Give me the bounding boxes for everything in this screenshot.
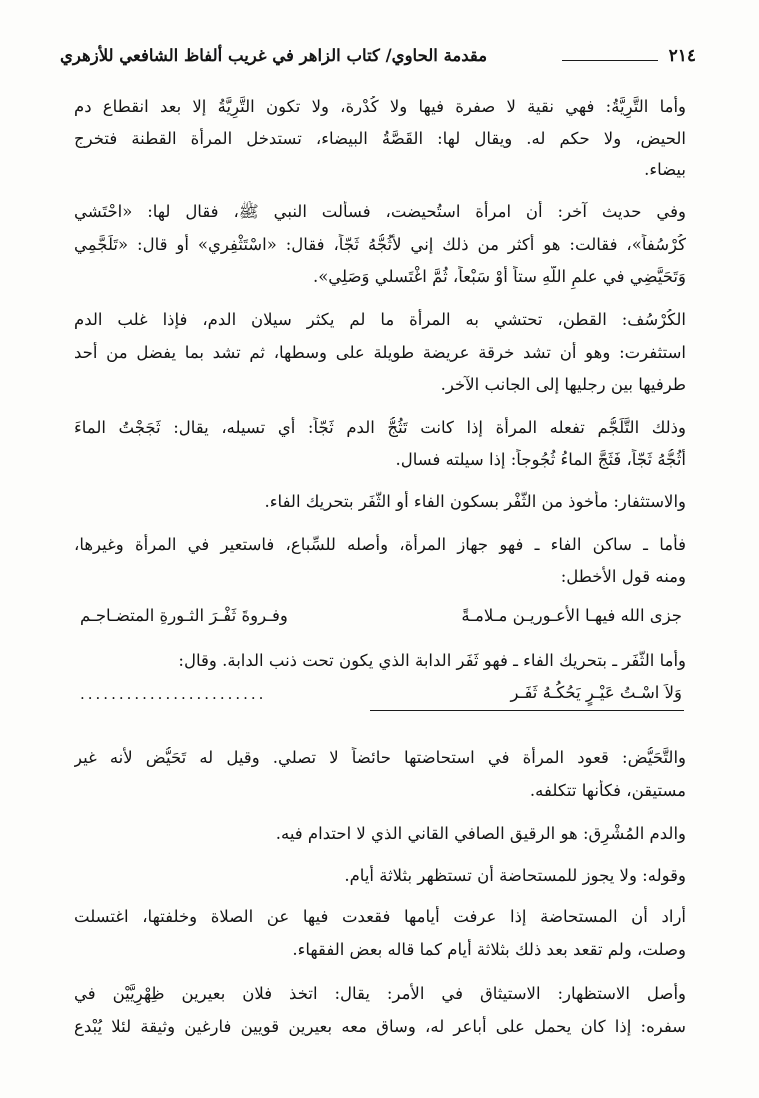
text-line: مستيقن، فكأنها تتكلفه. — [529, 781, 686, 800]
text-line: وقوله: ولا يجوز للمستحاضة أن تستظهر بثلاثة أيام. — [344, 866, 686, 885]
header-title: مقدمة الحاوي/ كتاب الزاهر في غريب ألفاظ الشافعي للأزهري — [60, 46, 488, 65]
poetry-verse-incomplete — [80, 683, 682, 709]
elided-hemistich-dots: ........................ — [80, 685, 267, 703]
text-line: أراد أن المستحاضة إذا عرفت أيامها فقعدت فيها عن الصلاة وخلفتها، اغتسلت — [74, 907, 686, 926]
text-line: وفي حديث آخر: أن امرأة استُحيضت، فسألت النبي ﷺ، فقال لها: «احْتَشي — [74, 202, 686, 221]
text-line: استثفرت: وهو أن تشد خرقة عريضة طويلة على وسطها، ثم تشد بما يفضل من أحد — [74, 343, 686, 362]
text-line: والتَّحَيُّض: قعود المرأة في استحاضتها حائضاً لا تصلي. وقيل له تَحَيُّض لأنه غير — [74, 748, 686, 767]
verse-hemistich: وَلاَ اسْـتُ عَيْـرٍ يَحُكُـهُ ثَفَـر — [510, 683, 682, 702]
text-line: كُرْسُفاً»، فقالت: هو أكثر من ذلك إني لأَثُجُّهُ ثَجّاً، فقال: «اسْتَثْفِري» أو قال: «تَلَجَّمِي — [74, 235, 686, 254]
verse-second-hemistich: وفـروةَ ثَفْـرَ الثـورةِ المتضـاجـم — [80, 606, 288, 625]
text-line: سفره: إذا كان يحمل على أباعر له، وساق معه بعيرين قويين فارغين وثيقة لئلا يُبْدع — [74, 1017, 686, 1036]
text-line: وصلت، ولم تقعد بعد ذلك بثلاثة أيام كما قاله بعض الفقهاء. — [292, 940, 686, 959]
text-line: طرفيها بين رجليها إلى الجانب الآخر. — [440, 375, 686, 394]
verse-underline — [370, 710, 684, 711]
text-line: وأما الثَّفَر ـ بتحريك الفاء ـ فهو ثَفَر الدابة الذي يكون تحت ذنب الدابة. وقال: — [178, 651, 686, 670]
text-line: ومنه قول الأخطل: — [560, 567, 686, 586]
text-line: الحيض، ولا حكم له. ويقال لها: القَصَّةُ البيضاء، تستدخل المرأة القطنة فتخرج — [74, 129, 686, 148]
text-line: أَثُجُّهُ ثَجّاً، فَثَجَّ الماءُ ثُجُوجاً: إذا سيلته فسال. — [395, 450, 686, 469]
text-line: فأما ـ ساكن الفاء ـ فهو جهاز المرأة، وأصله للسِّباع، فاستعير في المرأة وغيرها، — [74, 535, 686, 554]
verse-first-hemistich: جزى الله فيهـا الأعـوريـن مـلامـةً — [461, 606, 682, 625]
text-line: وَتَحَيَّضِي في علمِ اللَّهِ ستاً أَوْ سَبْعاً، ثُمَّ اغْتَسلي وَصَلِي». — [312, 267, 686, 286]
poetry-verse — [80, 606, 682, 632]
text-line: والاستثفار: مأخوذ من الثَّفْر بسكون الفاء أو الثَّفَر بتحريك الفاء. — [264, 492, 686, 511]
header-rule — [562, 60, 658, 61]
text-line: وذلك التَّلَجُّم تفعله المرأة إذا كانت تَثُجُّ الدم ثَجّاً: أي تسيله، يقال: ثَجَجْتُ الماءَ — [74, 418, 686, 437]
text-line: وأصل الاستظهار: الاستيثاق في الأمر: يقال: اتخذ فلان بعيرين ظِهْرِيَّيْن في — [74, 984, 686, 1003]
page-number: ٢١٤ — [668, 46, 696, 66]
text-line: بيضاء. — [644, 160, 686, 179]
text-line: وأما التَّرِيَّةُ: فهي نقية لا صفرة فيها ولا كُدْرة، ولا تكون التَّرِيَّةُ إلا بعد انقطاع دم — [74, 97, 686, 116]
text-line: الكُرْسُف: القطن، تحتشي به المرأة ما لم يكثر سيلان الدم، فإذا غلب الدم — [74, 310, 686, 329]
text-line: والدم المُشْرِق: هو الرقيق الصافي القاني الذي لا احتدام فيه. — [275, 824, 686, 843]
running-header — [60, 42, 696, 72]
